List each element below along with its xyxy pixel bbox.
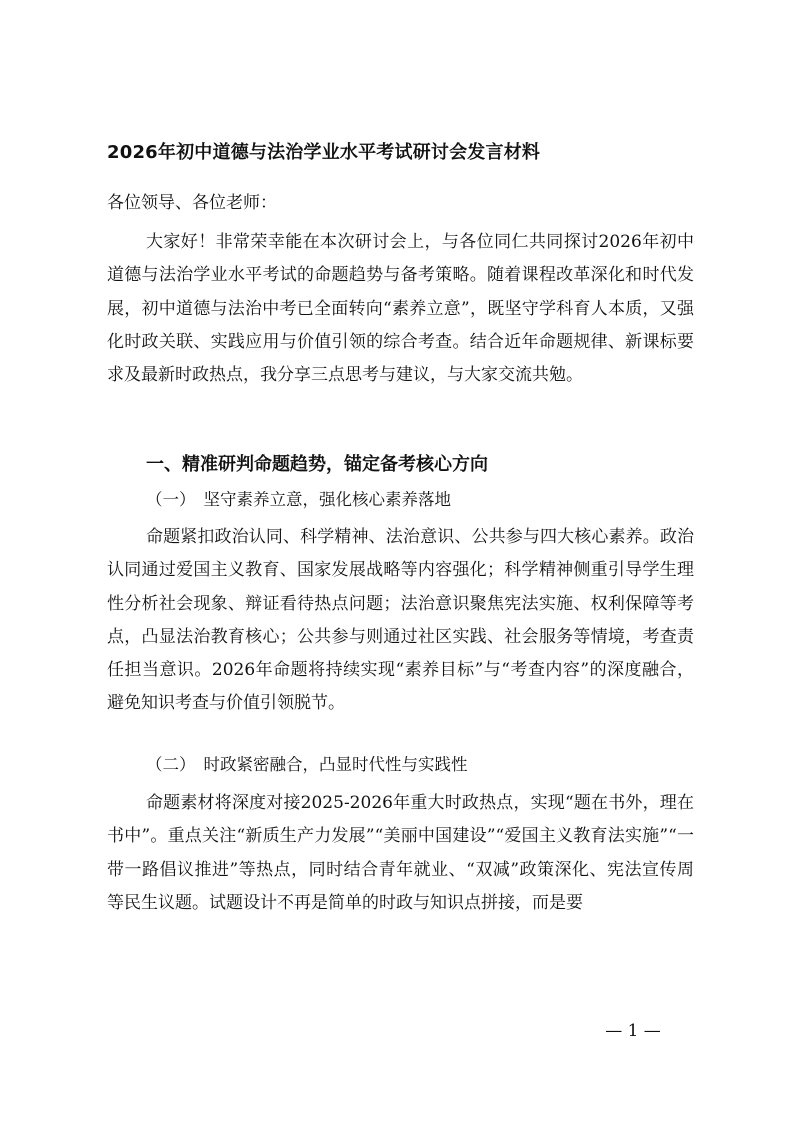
subsection-number-2: （二） <box>146 755 196 774</box>
subsection-title-1: 坚守素养立意，强化核心素养落地 <box>203 490 451 509</box>
intro-paragraph: 大家好！非常荣幸能在本次研讨会上，与各位同仁共同探讨2026年初中道德与法治学业水平考试的命题趋势与备考策略。随着课程改革深化和时代发展，初中道德与法治中考已全面转向“素养立意”，既坚守学科育人本质，又强化时政关联、实践应用与价值引领的综合考查。结合近年命题规律、新课标要求及最新时政热点，我分享三点思考与建议，与大家交流共勉。 <box>107 232 694 386</box>
subsection-heading-2 <box>146 752 706 778</box>
subsection-number-1: （一） <box>146 490 196 509</box>
page-number: — 1 — <box>605 1021 661 1041</box>
subsection-heading-1 <box>146 487 706 513</box>
section-heading-1: 一、精准研判命题趋势，锚定备考核心方向 <box>146 454 488 475</box>
subsection-paragraph-1: 命题紧扣政治认同、科学精神、法治意识、公共参与四大核心素养。政治认同通过爱国主义教育、国家发展战略等内容强化；科学精神侧重引导学生理性分析社会现象、辩证看待热点问题；法治意识聚焦宪法实施、权利保障等考点，凸显法治教育核心；公共参与则通过社区实践、社会服务等情境，考查责任担当意识。2026年命题将持续实现“素养目标”与“考查内容”的深度融合，避免知识考查与价值引领脱节。 <box>107 527 694 714</box>
greeting: 各位领导、各位老师： <box>107 193 277 213</box>
document-title: 2026年初中道德与法治学业水平考试研讨会发言材料 <box>107 142 541 163</box>
subsection-paragraph-2: 命题素材将深度对接2025-2026年重大时政热点，实现“题在书外，理在书中”。重点关注“新质生产力发展”“美丽中国建设”“爱国主义教育法实施”“一带一路倡议推进”等热点，同时结合青年就业、“双减”政策深化、宪法宣传周等民生议题。试题设计不再是简单的时政与知识点拼接，而是要 <box>107 793 694 913</box>
subsection-title-2: 时政紧密融合，凸显时代性与实践性 <box>203 755 468 774</box>
